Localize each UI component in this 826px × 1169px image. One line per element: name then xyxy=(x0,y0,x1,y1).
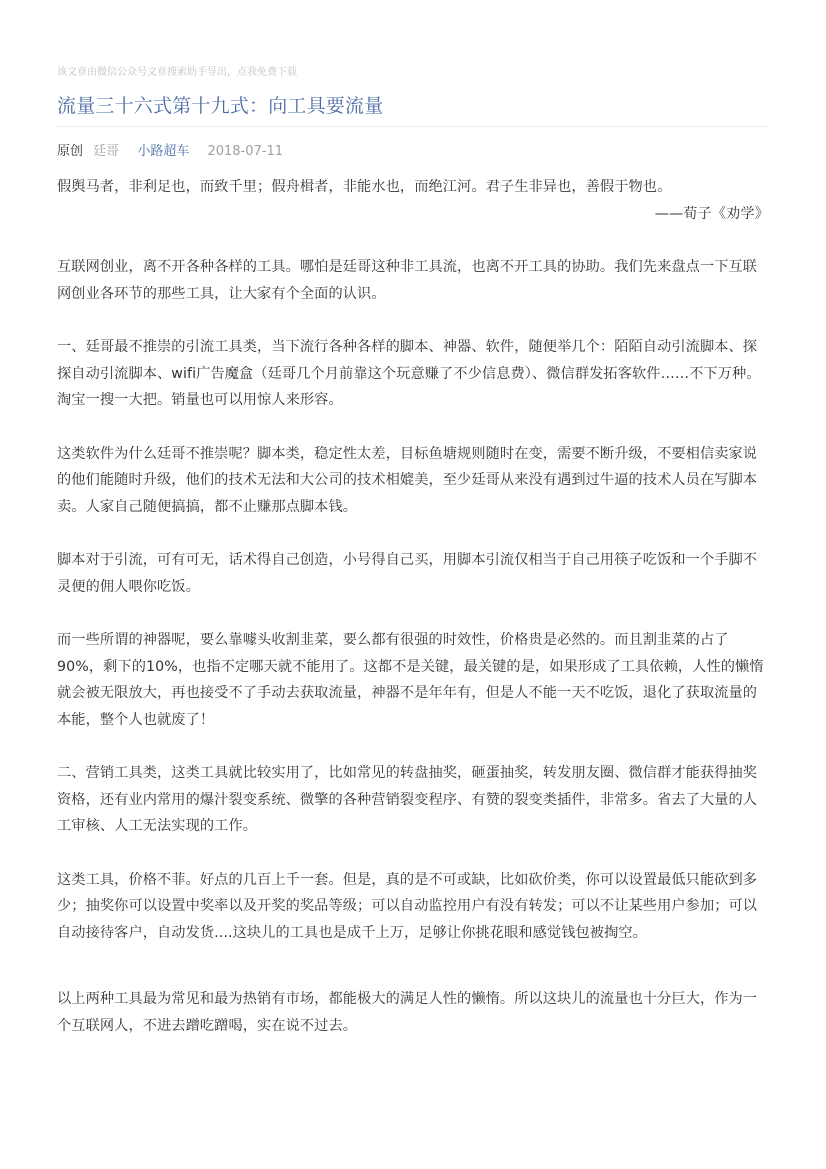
account-link[interactable]: 小路超车 xyxy=(137,144,190,159)
paragraph-8: 以上两种工具最为常见和最为热销有市场，都能极大的满足人性的懒惰。所以这块儿的流量也十分巨大，作为一个互联网人，不进去蹭吃蹭喝，实在说不过去。 xyxy=(57,991,758,1034)
paragraph-4: 脚本对于引流，可有可无，话术得自己创造，小号得自己买，用脚本引流仅相当于自己用筷子吃饭和一个手脚不灵便的佣人喂你吃饭。 xyxy=(57,552,758,595)
paragraph-2: 一、廷哥最不推崇的引流工具类，当下流行各种各样的脚本、神器、软件，随便举几个：陌陌自动引流脚本、探探自动引流脚本、wifi广告魔盒（廷哥几个月前靠这个玩意赚了不少信息费）、微信群发拓客软件……不下万种。淘宝一搜一大把。销量也可以用惊人来形容。 xyxy=(57,339,761,408)
paragraph-7: 这类工具，价格不菲。好点的几百上千一套。但是，真的是不可或缺，比如砍价类，你可以设置最低只能砍到多少；抽奖你可以设置中奖率以及开奖的奖品等级；可以自动监控用户有没有转发；可以不让某些用户参加；可以自动接待客户，自动发货....这块儿的工具也是成千上万，足够让你挑花眼和感觉钱包被掏空。 xyxy=(57,871,758,941)
paragraph-spacer xyxy=(57,600,769,627)
author-name: 廷哥 xyxy=(93,144,120,159)
paragraph-spacer xyxy=(57,414,769,441)
article-body xyxy=(57,174,769,1039)
export-notice-link[interactable]: 该文章由微信公众号文章搜索助手导出，点我免费下载 xyxy=(57,67,297,78)
article-title: 流量三十六式第十九式：向工具要流量 xyxy=(57,95,384,117)
original-tag: 原创 xyxy=(57,144,84,159)
paragraph-spacer xyxy=(57,520,769,547)
title-divider xyxy=(57,126,769,127)
paragraph-6: 二、营销工具类，这类工具就比较实用了，比如常见的转盘抽奖，砸蛋抽奖，转发朋友圈、微信群才能获得抽奖资格，还有业内常用的爆汁裂变系统、微擎的各种营销裂变程序、有赞的裂变类插件，非常多。省去了大量的人工审核、人工无法实现的工作。 xyxy=(57,765,758,834)
article-meta xyxy=(57,140,283,159)
paragraph-spacer xyxy=(57,946,769,986)
paragraph-spacer xyxy=(57,733,769,760)
quote-source: ——荀子《劝学》 xyxy=(654,205,769,222)
paragraph-5: 而一些所谓的神器呢，要么靠噱头收割韭菜，要么都有很强的时效性，价格贵是必然的。而且割韭菜的占了90%，剩下的10%，也指不定哪天就不能用了。这都不是关键，最关键的是，如果形成了工具依赖，人性的懒惰就会被无限放大，再也接受不了手动去获取流量，神器不是年年有，但是人不能一天不吃饭，退化了获取流量的本能，整个人也就废了！ xyxy=(57,632,764,728)
paragraph-spacer xyxy=(57,840,769,867)
quote-text: 假舆马者，非利足也，而致千里；假舟楫者，非能水也，而绝江河。君子生非异也，善假于物也。 xyxy=(57,179,672,195)
paragraph-1: 互联网创业，离不开各种各样的工具。哪怕是廷哥这种非工具流，也离不开工具的协助。我们先来盘点一下互联网创业各环节的那些工具，让大家有个全面的认识。 xyxy=(57,259,758,302)
paragraph-3: 这类软件为什么廷哥不推崇呢？脚本类，稳定性太差，目标鱼塘规则随时在变，需要不断升级，不要相信卖家说的他们能随时升级，他们的技术无法和大公司的技术相媲美，至少廷哥从来没有遇到过牛逼的技术人员在写脚本卖。人家自己随便搞搞，都不止赚那点脚本钱。 xyxy=(57,445,758,515)
paragraph-spacer xyxy=(57,307,769,334)
publish-date: 2018-07-11 xyxy=(207,144,284,159)
paragraph-spacer xyxy=(57,227,769,254)
